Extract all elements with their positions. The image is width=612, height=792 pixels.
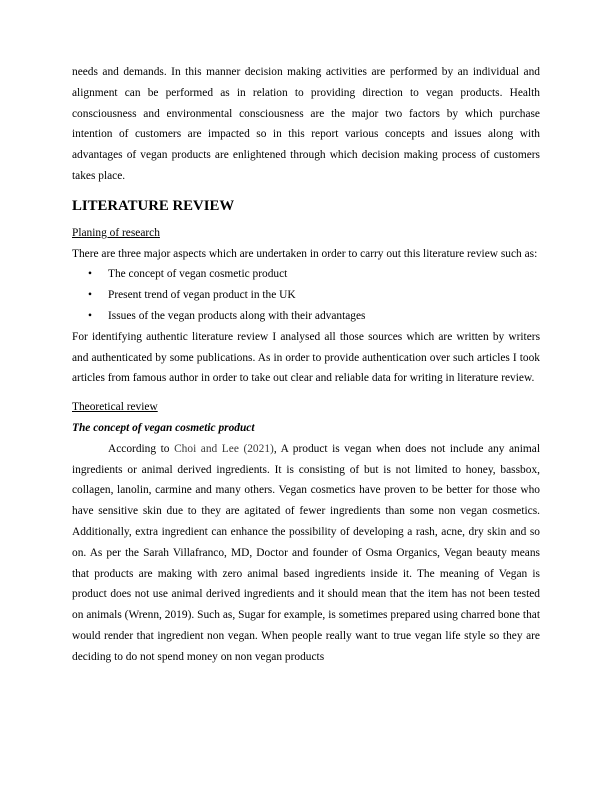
theoretical-title: Theoretical review (72, 401, 158, 414)
list-item (72, 285, 540, 306)
list-item-text: The concept of vegan cosmetic product (108, 268, 288, 281)
planning-closing: For identifying authentic literature review I analysed all those sources which are written by writers and authenticated by some publications. As in order to provide authentication over such articles I took articles from famous author in order to take out clear and reliable data for writing in literature review. (72, 330, 540, 385)
bullet-icon: • (88, 289, 92, 302)
citation-link[interactable]: Choi and Lee (2021) (174, 442, 274, 455)
list-item-text: Issues of the vegan products along with their advantages (108, 309, 366, 322)
planning-intro: There are three major aspects which are undertaken in order to carry out this literature review such as: (72, 247, 538, 260)
concept-paragraph (72, 439, 540, 668)
para-lead: According to (108, 442, 175, 455)
intro-paragraph: needs and demands. In this manner decision making activities are performed by an individual and alignment can be performed as in relation to providing direction to vegan products. Health consciousness and environmental consciousness are the major two factors by which purchase intention of customers are impacted so in this report various concepts and issues along with advantages of vegan products are enlightened through which decision making process of customers takes place. (72, 66, 540, 182)
concept-subheading: The concept of vegan cosmetic product (72, 421, 255, 434)
bullet-icon: • (88, 309, 92, 322)
document-page (72, 62, 540, 668)
section-heading: LITERATURE REVIEW (72, 197, 235, 214)
planning-title: Planing of research (72, 226, 160, 239)
para-body: , A product is vegan when does not include any animal ingredients or animal derived ingredients. It is consisting of but is not limited to honey, bassbox, collagen, lanolin, carmine and many others. Vegan cosmetics have proven to be better for those who have sensitive skin due to they are agitated of fewer ingredients than some non vegan cosmetics. Additionally, extra ingredient can enhance the possibility of developing a rash, acne, dry skin and so on. As per the Sarah Villafranco, MD, Doctor and founder of Osma Organics, Vegan beauty means that products are making with zero animal based ingredients inside it. The meaning of Vegan is product does not use animal derived ingredients and it should mean that the item has not been tested on animals (Wrenn, 2019). Such as, Sugar for example, is sometimes prepared using charred bone that would render that ingredient non vegan. When people really want to true vegan life style so they are deciding to do not spend money on non vegan products (72, 442, 540, 663)
bullet-icon: • (88, 268, 92, 281)
list-item (72, 306, 540, 327)
aspects-list (72, 264, 540, 326)
list-item (72, 264, 540, 285)
list-item-text: Present trend of vegan product in the UK (108, 289, 296, 302)
